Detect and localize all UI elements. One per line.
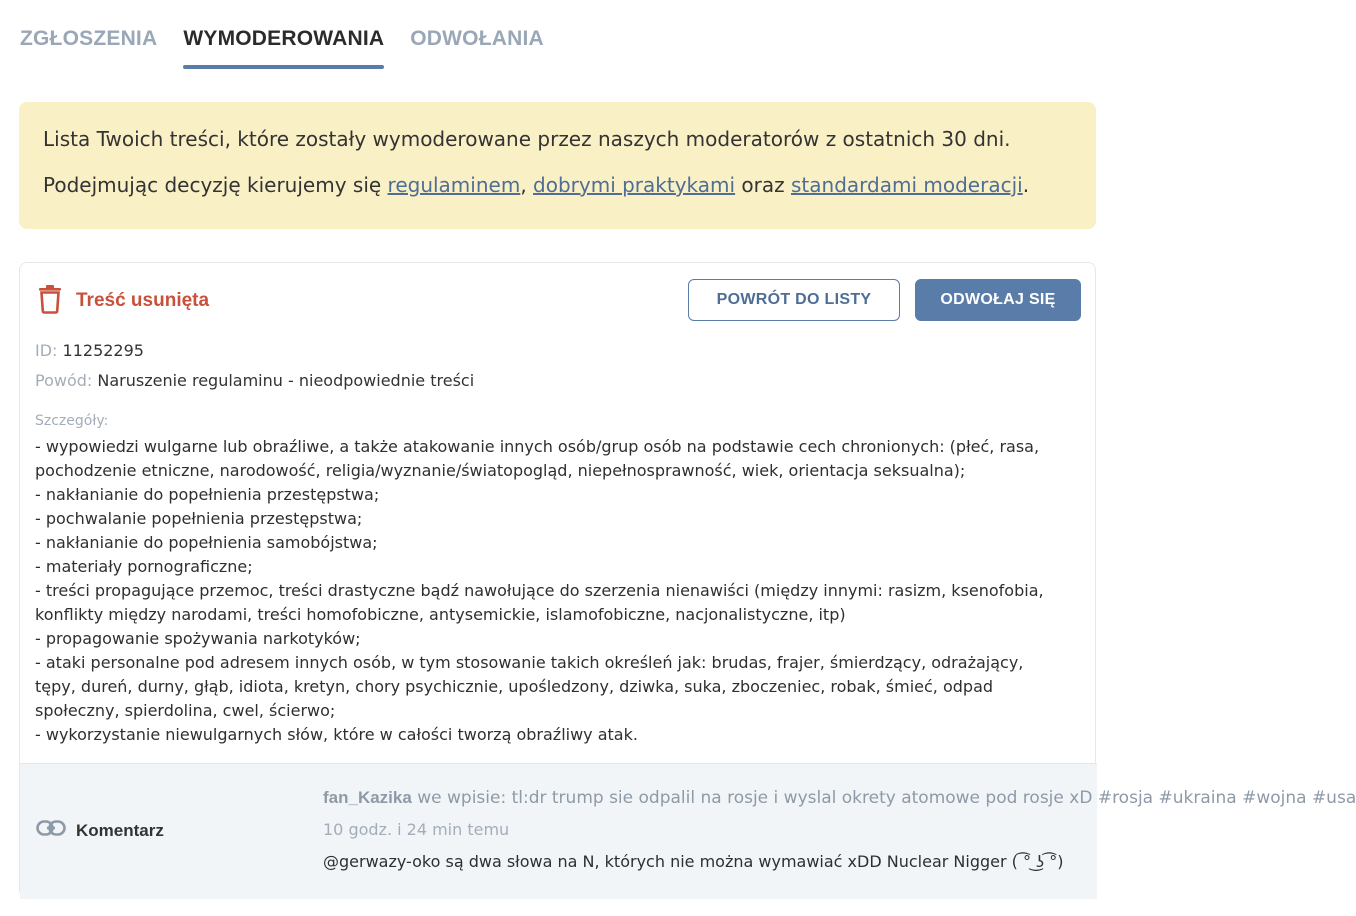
status-label: Treść usunięta [76, 290, 210, 311]
link-regulamin[interactable]: regulaminem [387, 173, 521, 197]
details-line: - propagowanie spożywania narkotyków; [35, 629, 361, 648]
link-dobre-praktyki[interactable]: dobrymi praktykami [533, 173, 736, 197]
tab-wymoderowania[interactable]: WYMODEROWANIA [183, 27, 384, 71]
details-line: - treści propagujące przemoc, treści drastyczne bądź nawołujące do szerzenia nienawiści (między innymi: rasizm, ksenofobia, [35, 581, 1044, 600]
moderated-comment [20, 763, 1356, 899]
link-standardy-moderacji[interactable]: standardami moderacji [791, 173, 1023, 197]
comment-kind [36, 820, 164, 841]
info-separator: , [520, 173, 534, 197]
details-label: Szczegóły: [35, 413, 109, 429]
back-to-list-button[interactable]: POWRÓT DO LISTY [688, 279, 900, 321]
comment-source [323, 788, 1356, 808]
moderation-card [19, 262, 1356, 898]
id-value: 11252295 [62, 341, 144, 360]
appeal-button[interactable]: ODWOŁAJ SIĘ [915, 279, 1081, 321]
status-header [38, 285, 209, 317]
info-banner [19, 102, 1096, 229]
info-line-2-prefix: Podejmując decyzję kierujemy się [43, 173, 388, 197]
trash-icon [38, 285, 62, 317]
tab-odwolania[interactable]: ODWOŁANIA [410, 27, 544, 50]
details-text [35, 435, 1090, 747]
details-line: - materiały pornograficzne; [35, 557, 253, 576]
details-line: konflikty między narodami, treści homofobiczne, antysemickie, islamofobiczne, nacjonalistyczne, itp) [35, 605, 846, 624]
reason-row [35, 371, 474, 390]
details-line: - nakłanianie do popełnienia samobójstwa; [35, 533, 378, 552]
id-row [35, 341, 144, 360]
info-line-2-suffix: . [1022, 173, 1030, 197]
details-line: - wykorzystanie niewulgarnych słów, które w całości tworzą obraźliwy atak. [35, 725, 638, 744]
comment-text: @gerwazy-oko są dwa słowa na N, których nie można wymawiać xDD Nuclear Nigger ( ͡° ͜ʖ ͡°) [323, 852, 1064, 871]
comment-time: 10 godz. i 24 min temu [323, 820, 510, 839]
details-line: pochodzenie etniczne, narodowość, religia/wyznanie/światopogląd, niepełnosprawność, wiek, orientacja seksualna); [35, 461, 966, 480]
comment-post-link[interactable]: we wpisie: tl:dr trump sie odpalil na rosje i wyslal okrety atomowe pod rosje xD #rosja #ukraina #wojna #usa [411, 788, 1356, 808]
tab-zgloszenia[interactable]: ZGŁOSZENIA [20, 27, 158, 50]
moderation-tabs [20, 27, 544, 71]
details-line: - nakłanianie do popełnienia przestępstwa; [35, 485, 380, 504]
details-line: - ataki personalne pod adresem innych osób, w tym stosowanie takich określeń jak: brudas, frajer, śmierdzący, odrażający, [35, 653, 1024, 672]
info-line-2 [43, 173, 1072, 197]
id-label: ID: [35, 341, 58, 360]
details-line: - pochwalanie popełnienia przestępstwa; [35, 509, 363, 528]
info-line-1: Lista Twoich treści, które zostały wymoderowane przez naszych moderatorów z ostatnich 30 dni. [43, 127, 1011, 151]
details-line: tępy, dureń, durny, głąb, idiota, kretyn, chory psychicznie, upośledzony, dziwka, suka, zboczeniec, robak, śmieć, odpad [35, 677, 994, 696]
details-line: - wypowiedzi wulgarne lub obraźliwe, a także atakowanie innych osób/grup osób na podstawie cech chronionych: (płeć, rasa, [35, 437, 1040, 456]
info-separator: oraz [735, 173, 792, 197]
details-line: społeczny, spierdolina, cwel, ścierwo; [35, 701, 336, 720]
comment-kind-label: Komentarz [76, 820, 164, 840]
reason-value: Naruszenie regulaminu - nieodpowiednie treści [97, 371, 475, 390]
reason-label: Powód: [35, 371, 93, 390]
link-icon [36, 820, 66, 841]
comment-author[interactable]: fan_Kazika [323, 788, 412, 807]
